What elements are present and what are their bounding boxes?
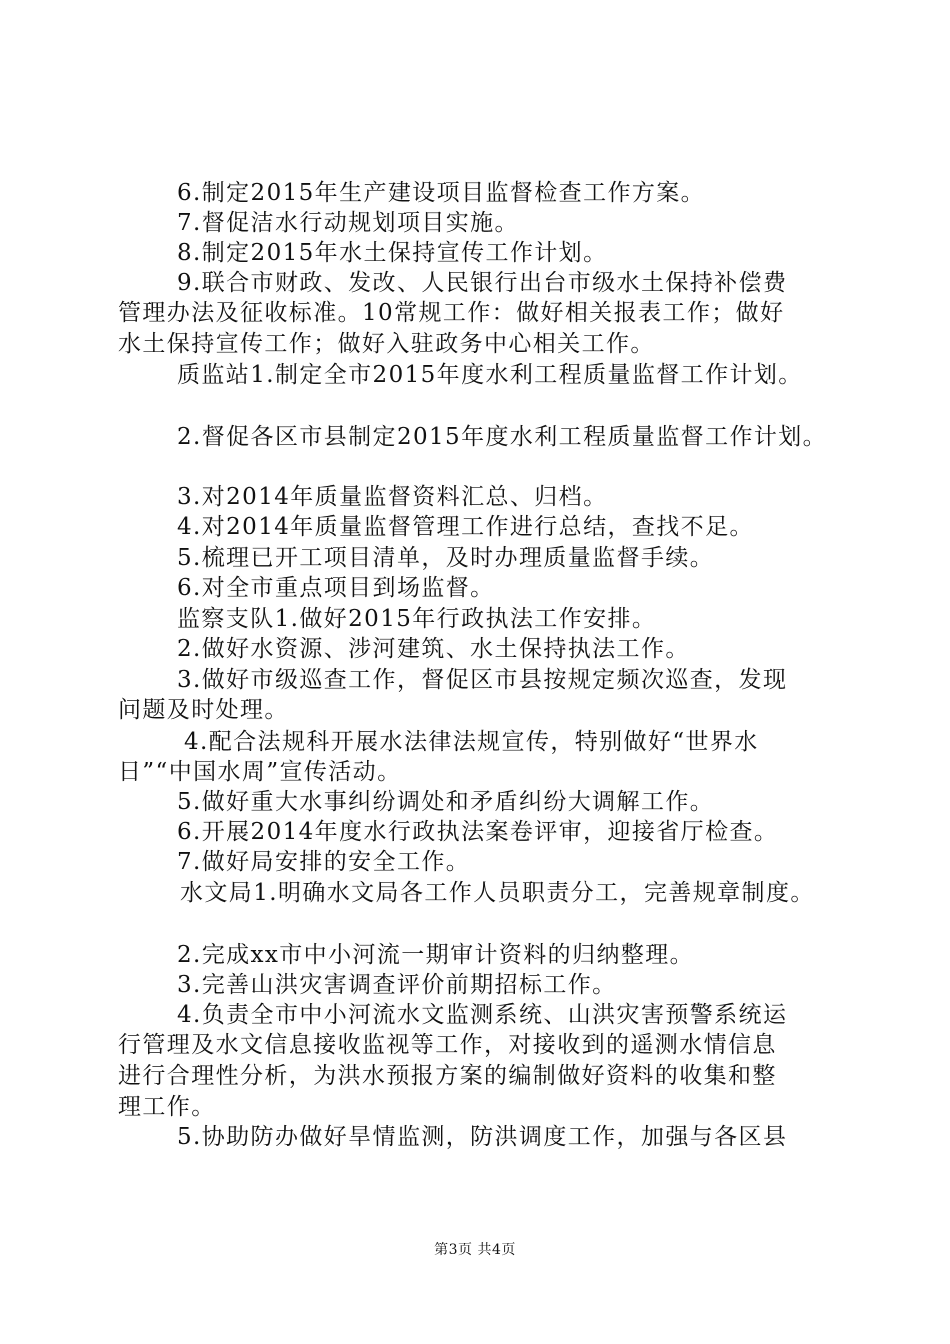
paragraph-line: 4.对2014年质量监督管理工作进行总结，查找不足。 <box>177 514 754 540</box>
paragraph-line: 9.联合市财政、发改、人民银行出台市级水土保持补偿费 <box>177 270 788 296</box>
paragraph-line: 4.配合法规科开展水法律法规宣传，特别做好“世界水 <box>184 729 759 755</box>
paragraph-line: 7.做好局安排的安全工作。 <box>177 849 471 875</box>
paragraph-line: 5.协助防办做好旱情监测，防洪调度工作，加强与各区县 <box>177 1124 788 1150</box>
paragraph-line: 日”“中国水周”宣传活动。 <box>118 759 402 785</box>
paragraph-line: 6.制定2015年生产建设项目监督检查工作方案。 <box>177 180 706 206</box>
paragraph-line: 监察支队1.做好2015年行政执法工作安排。 <box>177 606 657 632</box>
paragraph-line: 5.梳理已开工项目清单，及时办理质量监督手续。 <box>177 545 715 571</box>
paragraph-line: 理工作。 <box>118 1094 216 1120</box>
paragraph-line: 行管理及水文信息接收监视等工作，对接收到的遥测水情信息 <box>118 1032 777 1058</box>
paragraph-line: 问题及时处理。 <box>118 697 289 723</box>
paragraph-line: 4.负责全市中小河流水文监测系统、山洪灾害预警系统运 <box>177 1002 788 1028</box>
paragraph-line: 3.做好市级巡查工作，督促区市县按规定频次巡查，发现 <box>177 667 788 693</box>
paragraph-line: 进行合理性分析，为洪水预报方案的编制做好资料的收集和整 <box>118 1063 777 1089</box>
paragraph-line: 7.督促洁水行动规划项目实施。 <box>177 210 519 236</box>
paragraph-line: 2.督促各区市县制定2015年度水利工程质量监督工作计划。 <box>177 424 828 450</box>
paragraph-line: 5.做好重大水事纠纷调处和矛盾纠纷大调解工作。 <box>177 789 715 815</box>
paragraph-line: 水文局1.明确水文局各工作人员职责分工，完善规章制度。 <box>180 880 815 906</box>
paragraph-line: 6.开展2014年度水行政执法案卷评审，迎接省厅检查。 <box>177 819 779 845</box>
paragraph-line: 3.完善山洪灾害调查评价前期招标工作。 <box>177 972 617 998</box>
paragraph-line: 管理办法及征收标准。10常规工作：做好相关报表工作；做好 <box>118 300 785 326</box>
paragraph-line: 2.完成xx市中小河流一期审计资料的归纳整理。 <box>177 942 695 968</box>
paragraph-line: 2.做好水资源、涉河建筑、水土保持执法工作。 <box>177 636 690 662</box>
paragraph-line: 3.对2014年质量监督资料汇总、归档。 <box>177 484 608 510</box>
paragraph-line: 6.对全市重点项目到场监督。 <box>177 575 495 601</box>
paragraph-line: 8.制定2015年水土保持宣传工作计划。 <box>177 240 608 266</box>
page-footer: 第3页 共4页 <box>434 1242 516 1258</box>
paragraph-line: 水土保持宣传工作；做好入驻政务中心相关工作。 <box>118 331 655 357</box>
paragraph-line: 质监站1.制定全市2015年度水利工程质量监督工作计划。 <box>177 362 803 388</box>
